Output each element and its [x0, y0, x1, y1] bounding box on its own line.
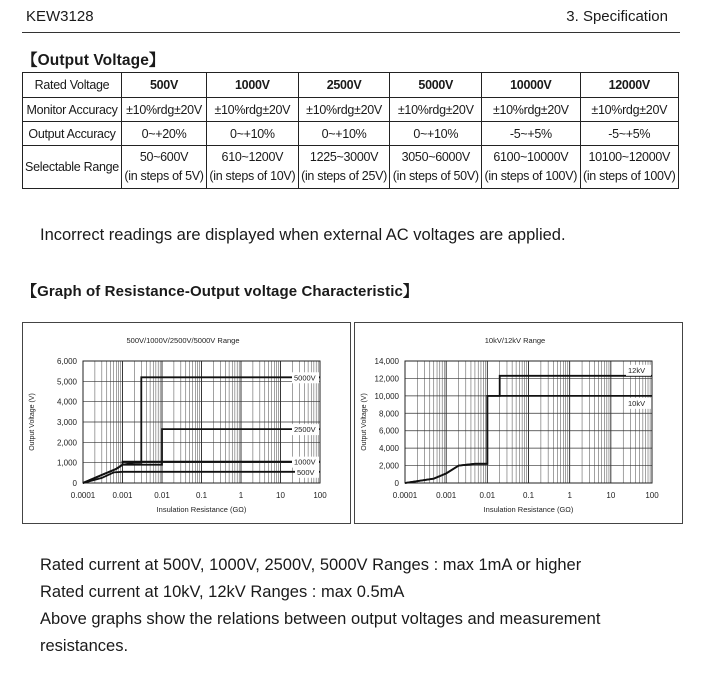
steps-text: (in steps of 10V)	[209, 169, 296, 183]
table-cell	[580, 146, 678, 189]
steps-text: (in steps of 5V)	[124, 169, 204, 183]
note-line: Rated current at 500V, 1000V, 2500V, 5000V Ranges : max 1mA or higher	[40, 556, 582, 574]
column-header: 5000V	[390, 73, 482, 98]
column-header: Rated Voltage	[23, 73, 122, 98]
steps-text: (in steps of 25V)	[301, 169, 388, 183]
series-label: 2500V	[294, 425, 316, 435]
table-cell	[298, 146, 390, 189]
table-row	[23, 146, 679, 189]
range-text: 50~600V	[139, 150, 189, 164]
graph-panel-high-range	[354, 322, 683, 524]
row-label: Output Accuracy	[23, 122, 122, 146]
row-label: Selectable Range	[23, 146, 122, 189]
x-tick-label: 0.0001	[70, 491, 96, 500]
range-text: 3050~6000V	[401, 150, 470, 164]
range-text: 1225~3000V	[309, 150, 379, 164]
section-heading: 3. Specification	[566, 8, 668, 25]
y-tick-label: 10,000	[374, 391, 399, 401]
y-tick-label: 4,000	[378, 444, 399, 454]
output-voltage-table	[22, 72, 679, 189]
range-text: 6100~10000V	[493, 150, 569, 164]
table-cell: 0~+10%	[207, 122, 299, 146]
table-cell: ±10%rdg±20V	[390, 98, 482, 122]
x-tick-label: 0.0001	[392, 491, 418, 500]
table-cell: ±10%rdg±20V	[298, 98, 390, 122]
chart-title: 10kV/12kV Range	[484, 336, 546, 345]
y-tick-label: 12,000	[374, 374, 399, 384]
notes-block	[40, 552, 690, 660]
x-tick-label: 0.1	[195, 491, 208, 500]
resistance-voltage-chart-high	[355, 323, 682, 523]
y-axis-label: Output Voltage (V)	[29, 393, 36, 451]
series-label: 1000V	[294, 457, 316, 467]
table-cell: ±10%rdg±20V	[580, 98, 678, 122]
x-axis-label: Insulation Resistance (GΩ)	[156, 505, 247, 514]
table-row	[23, 98, 679, 122]
y-tick-label: 3,000	[56, 418, 77, 427]
steps-text: (in steps of 50V)	[392, 169, 479, 183]
x-tick-label: 0.01	[479, 491, 496, 500]
table-row	[23, 122, 679, 146]
document-id: KEW3128	[26, 8, 94, 25]
table-cell: ±10%rdg±20V	[482, 98, 580, 122]
series-label: 12kV	[628, 365, 646, 375]
x-tick-label: 1	[238, 491, 244, 500]
y-tick-label: 2,000	[56, 438, 77, 448]
steps-text: (in steps of 100V)	[582, 169, 676, 183]
y-axis-label: Output Voltage (V)	[361, 393, 368, 451]
x-tick-label: 0.01	[154, 491, 170, 500]
table-cell: 0~+10%	[298, 122, 390, 146]
graph-panel-low-range	[22, 322, 351, 524]
column-header: 2500V	[298, 73, 390, 98]
series-label: 500V	[297, 467, 315, 477]
incorrect-readings-note: Incorrect readings are displayed when external AC voltages are applied.	[40, 226, 566, 244]
x-tick-label: 100	[313, 491, 327, 500]
graph-section-title: 【Graph of Resistance-Output voltage Characteristic】	[22, 283, 419, 300]
row-label: Monitor Accuracy	[23, 98, 122, 122]
series-label: 10kV	[628, 398, 646, 408]
table-cell: 0~+10%	[390, 122, 482, 146]
table-cell: 0~+20%	[122, 122, 207, 146]
x-tick-label: 10	[606, 491, 616, 500]
y-tick-label: 4,000	[56, 397, 77, 407]
note-line: resistances.	[40, 637, 129, 655]
table-cell: ±10%rdg±20V	[122, 98, 207, 122]
table-cell	[390, 146, 482, 189]
y-tick-label: 0	[394, 479, 399, 488]
y-tick-label: 1,000	[56, 458, 77, 468]
y-tick-label: 8,000	[378, 409, 399, 419]
note-line: Rated current at 10kV, 12kV Ranges : max 0.5mA	[40, 583, 405, 601]
range-text: 10100~12000V	[588, 150, 671, 164]
x-axis-label: Insulation Resistance (GΩ)	[483, 505, 574, 514]
table-header-row	[23, 73, 679, 98]
column-header: 500V	[122, 73, 207, 98]
steps-text: (in steps of 100V)	[484, 169, 578, 183]
y-tick-label: 2,000	[378, 461, 399, 471]
table-cell: ±10%rdg±20V	[207, 98, 299, 122]
x-tick-label: 0.1	[522, 491, 535, 500]
x-tick-label: 0.001	[112, 491, 133, 500]
y-tick-label: 14,000	[374, 357, 399, 366]
y-tick-label: 5,000	[56, 377, 77, 387]
x-tick-label: 10	[276, 491, 285, 500]
x-tick-label: 100	[645, 491, 659, 500]
output-voltage-title: 【Output Voltage】	[22, 52, 165, 69]
table-cell	[482, 146, 580, 189]
column-header: 10000V	[482, 73, 580, 98]
x-tick-label: 1	[567, 491, 572, 500]
header-divider	[22, 32, 680, 33]
series-label: 5000V	[294, 373, 316, 383]
x-tick-label: 0.001	[436, 491, 457, 500]
table-cell: -5~+5%	[580, 122, 678, 146]
y-tick-label: 6,000	[56, 357, 77, 366]
table-cell	[207, 146, 299, 189]
table-cell	[122, 146, 207, 189]
table-cell: -5~+5%	[482, 122, 580, 146]
chart-title: 500V/1000V/2500V/5000V Range	[126, 336, 240, 345]
y-tick-label: 0	[72, 479, 77, 488]
resistance-voltage-chart-low	[23, 323, 350, 523]
y-tick-label: 6,000	[378, 426, 399, 436]
column-header: 1000V	[207, 73, 299, 98]
range-text: 610~1200V	[221, 150, 284, 164]
note-line: Above graphs show the relations between output voltages and measurement	[40, 610, 601, 628]
column-header: 12000V	[580, 73, 678, 98]
